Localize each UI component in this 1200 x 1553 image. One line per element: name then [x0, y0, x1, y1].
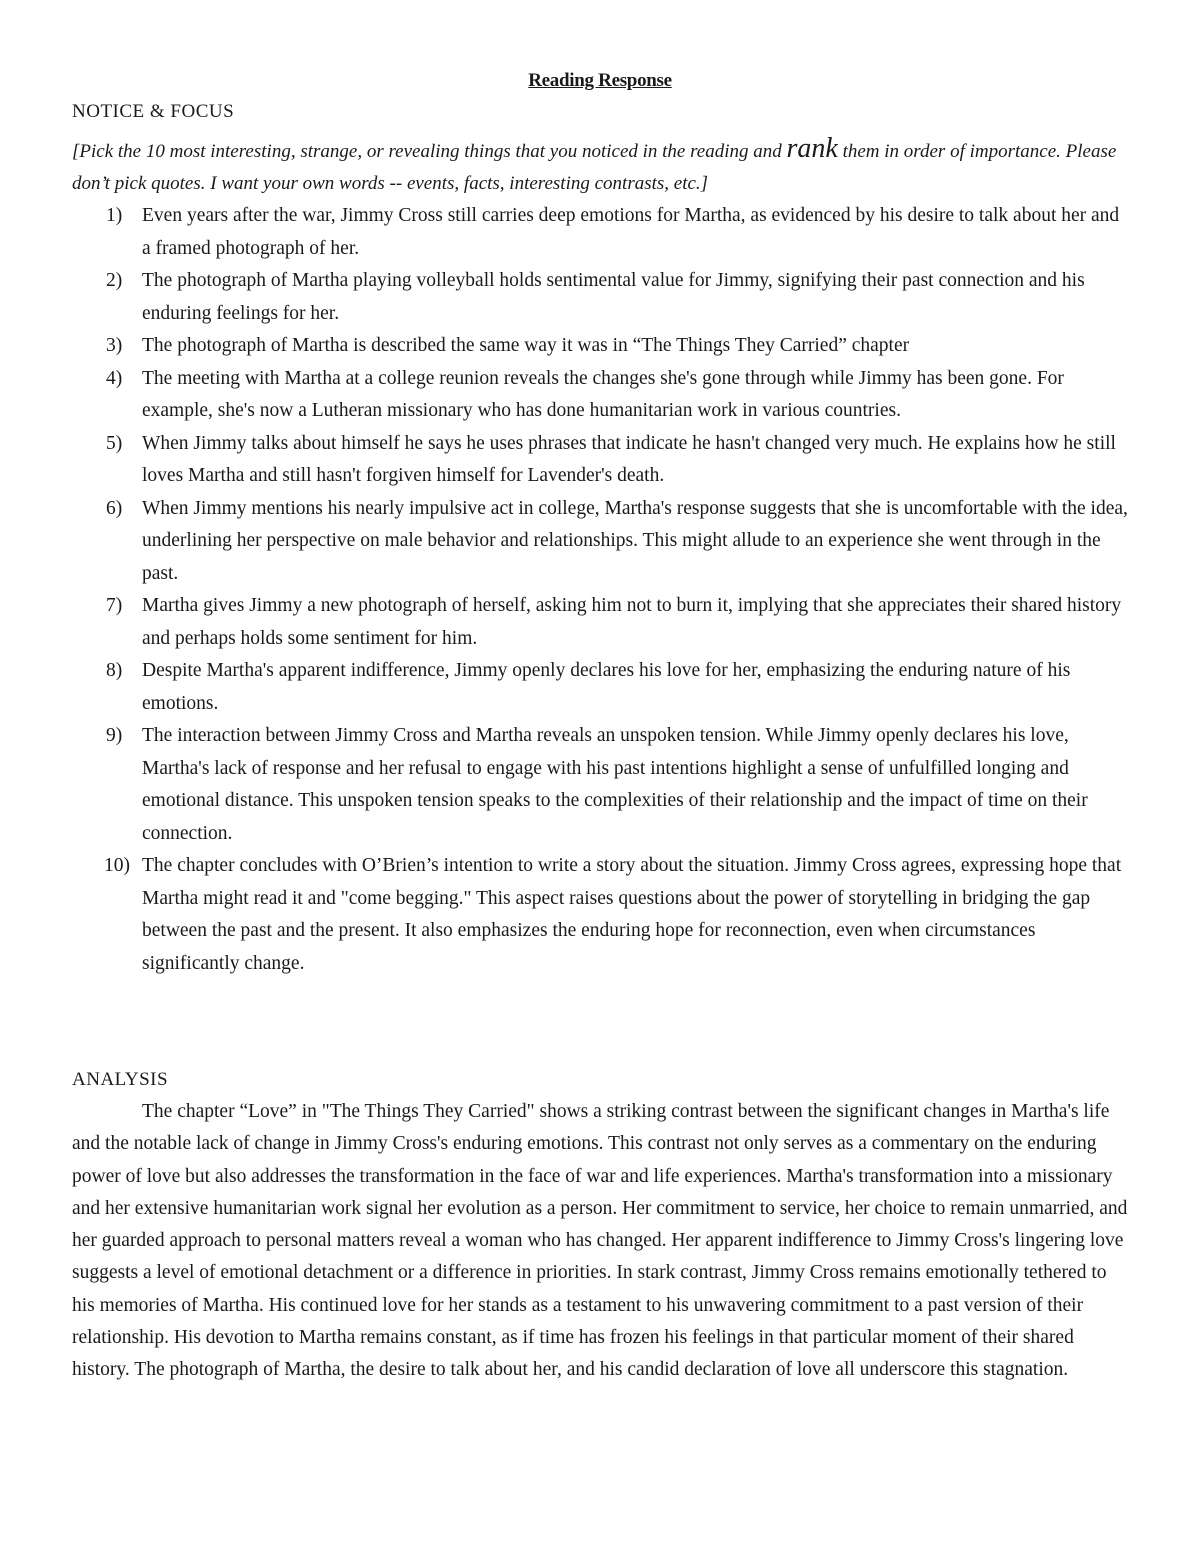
list-item-number: 9) — [106, 725, 123, 746]
list-item-number: 1) — [106, 205, 123, 226]
list-item-number: 10) — [104, 855, 130, 876]
instructions — [72, 133, 1132, 200]
list-item-number: 8) — [106, 660, 123, 681]
list-item — [72, 428, 1132, 493]
list-item — [72, 655, 1132, 720]
list-item-text: The meeting with Martha at a college reunion reveals the changes she's gone through while Jimmy has been gone. For example, she's now a Lutheran missionary who has done humanitarian work in various countries. — [142, 367, 1064, 421]
notice-focus-heading: NOTICE & FOCUS — [72, 101, 235, 122]
list-item-text: The chapter concludes with O’Brien’s intention to write a story about the situation. Jimmy Cross agrees, expressing hope that Martha might read it and "come begging." This aspect raises questions about the power of storytelling in bridging the gap between the past and the present. It also emphasizes the enduring hope for reconnection, even when circumstances significantly change. — [142, 855, 1122, 974]
list-item-text: Even years after the war, Jimmy Cross still carries deep emotions for Martha, as evidenced by his desire to talk about her and a framed photograph of her. — [142, 205, 1120, 259]
list-item-number: 5) — [106, 432, 123, 454]
list-item-text: Despite Martha's apparent indifference, Jimmy openly declares his love for her, emphasizing the enduring nature of his emotions. — [142, 660, 1071, 714]
analysis-paragraph: The chapter “Love” in "The Things They Carried" shows a striking contrast between the significant changes in Martha's life and the notable lack of change in Jimmy Cross's enduring emotions. This contrast not only serves as a commentary on the enduring power of love but also addresses the transformation in the face of war and life experiences. Martha's transformation into a missionary and her extensive humanitarian work signal her evolution as a person. Her commitment to service, her choice to remain unmarried, and her guarded approach to personal matters reveal a woman who has changed. Her apparent indifference to Jimmy Cross's lingering love suggests a level of emotional detachment or a difference in priorities. In stark contrast, Jimmy Cross remains emotionally tethered to his memories of Martha. His continued love for her stands as a testament to his unwavering commitment to a past version of their relationship. His devotion to Martha remains constant, as if time has frozen his feelings in that particular moment of their shared history. The photograph of Martha, the desire to talk about her, and his candid declaration of love all underscore this stagnation. — [72, 1101, 1128, 1381]
list-item-text: The photograph of Martha playing volleyball holds sentimental value for Jimmy, signifying their past connection and his enduring feelings for her. — [142, 270, 1085, 324]
analysis-heading: ANALYSIS — [72, 1069, 169, 1090]
list-item — [72, 590, 1132, 655]
list-item — [72, 850, 1132, 980]
list-item — [72, 363, 1132, 428]
document-title: Reading Response — [528, 70, 672, 91]
ranked-list — [72, 200, 1132, 980]
list-item-number: 2) — [106, 270, 123, 291]
list-item — [72, 200, 1132, 265]
list-item-text: When Jimmy mentions his nearly impulsive act in college, Martha's response suggests that she is uncomfortable with the idea, underlining her perspective on male behavior and relationships. This might allude to an experience she went through in the past. — [142, 497, 1128, 584]
list-item — [72, 265, 1132, 330]
list-item-text: Martha gives Jimmy a new photograph of herself, asking him not to burn it, implying that she appreciates their shared history and perhaps holds some sentiment for him. — [142, 595, 1122, 649]
list-item-text: The interaction between Jimmy Cross and Martha reveals an unspoken tension. While Jimmy openly declares his love, Martha's lack of response and her refusal to engage with his past intentions highlight a sense of unfulfilled longing and emotional distance. This unspoken tension speaks to the complexities of their relationship and the impact of time on their connection. — [142, 725, 1088, 844]
instructions-text-end: them in order of importance. Please don’t pick quotes. I want your own words -- events, facts, interesting contrasts, etc.] — [72, 141, 1117, 194]
instructions-rank-word: rank — [786, 133, 838, 164]
list-item-number: 6) — [106, 497, 123, 519]
list-item-text: The photograph of Martha is described the same way it was in “The Things They Carried” chapter — [142, 335, 910, 356]
list-item-number: 7) — [106, 595, 123, 616]
list-item-number: 3) — [106, 335, 123, 356]
instructions-text-start: [Pick the 10 most interesting, strange, or revealing things that you noticed in the reading and — [72, 141, 787, 162]
list-item — [72, 720, 1132, 850]
list-item-number: 4) — [106, 367, 123, 389]
list-item-text: When Jimmy talks about himself he says he uses phrases that indicate he hasn't changed very much. He explains how he still loves Martha and still hasn't forgiven himself for Lavender's death. — [142, 432, 1116, 486]
list-item — [72, 330, 1132, 363]
list-item — [72, 493, 1132, 591]
